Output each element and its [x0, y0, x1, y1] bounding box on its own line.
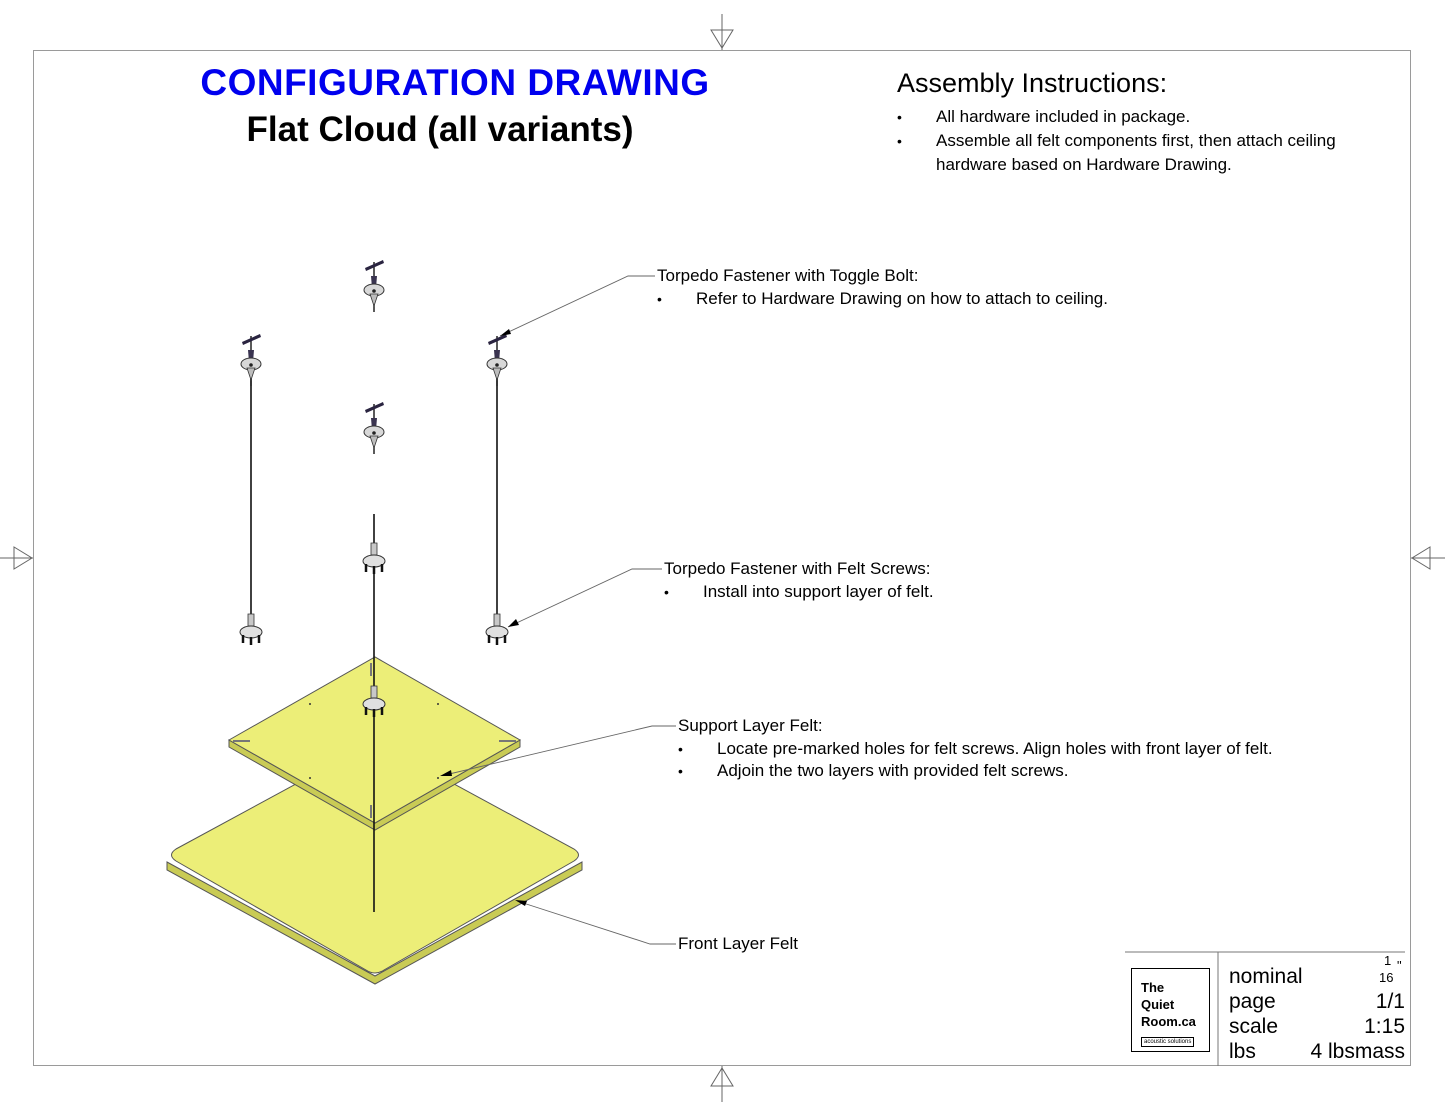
- callout-toggle-bolt: [657, 265, 1108, 310]
- callout-support-layer: [678, 715, 1273, 783]
- company-logo: The Quiet Room.ca acoustic solutions: [1131, 968, 1210, 1052]
- title-block-value-lbs: 4 lbsmass: [1310, 1040, 1405, 1063]
- title-block-label-nominal: nominal: [1229, 965, 1303, 988]
- callout-item: • Locate pre-marked holes for felt screws. Align holes with front layer of felt.: [678, 738, 1273, 761]
- callout-item: • Install into support layer of felt.: [664, 581, 934, 604]
- title-block-label-lbs: lbs: [1229, 1040, 1256, 1063]
- toggle-bolt-fastener-left: [241, 334, 261, 386]
- bullet-icon: •: [664, 583, 669, 600]
- felt-screw-fastener-right: [486, 614, 508, 645]
- assembly-instructions: [897, 68, 1397, 177]
- felt-screw-fastener-left: [240, 614, 262, 645]
- title-block-value-scale: 1:15: [1364, 1015, 1405, 1038]
- callout-heading: Front Layer Felt: [678, 934, 798, 953]
- assembly-item: • All hardware included in package.: [897, 105, 1397, 129]
- drawing-title: CONFIGURATION DRAWING: [200, 62, 710, 103]
- tolerance-unit: ": [1397, 958, 1402, 973]
- callout-felt-screws: [664, 558, 934, 603]
- title-block-label-page: page: [1229, 990, 1276, 1013]
- assembly-item: • Assemble all felt components first, then attach ceiling hardware based on Hardware Drawing.: [897, 131, 1336, 174]
- toggle-bolt-fastener-center: [364, 402, 384, 454]
- callout-heading: Torpedo Fastener with Felt Screws:: [664, 559, 931, 578]
- callout-heading: Torpedo Fastener with Toggle Bolt:: [657, 266, 919, 285]
- callout-item: • Adjoin the two layers with provided felt screws.: [678, 760, 1273, 783]
- bullet-icon: •: [897, 109, 902, 125]
- tolerance-numerator: 1: [1384, 953, 1392, 968]
- drawing-subtitle: Flat Cloud (all variants): [246, 110, 634, 149]
- callout-item: • Refer to Hardware Drawing on how to attach to ceiling.: [657, 288, 1108, 311]
- callout-heading: Support Layer Felt:: [678, 716, 823, 735]
- callout-front-layer: [678, 933, 798, 956]
- title-block-value-page: 1/1: [1375, 990, 1405, 1013]
- toggle-bolt-fastener-top: [364, 260, 384, 312]
- toggle-bolt-fastener-right: [487, 334, 507, 386]
- bullet-icon: •: [678, 740, 683, 757]
- tolerance-denominator: 16: [1379, 970, 1394, 985]
- assembly-heading: Assembly Instructions:: [897, 68, 1168, 98]
- bullet-icon: •: [897, 133, 902, 149]
- felt-screw-fastener-upper: [363, 543, 385, 574]
- bullet-icon: •: [657, 290, 662, 307]
- title-block-label-scale: scale: [1229, 1015, 1279, 1038]
- bullet-icon: •: [678, 763, 683, 779]
